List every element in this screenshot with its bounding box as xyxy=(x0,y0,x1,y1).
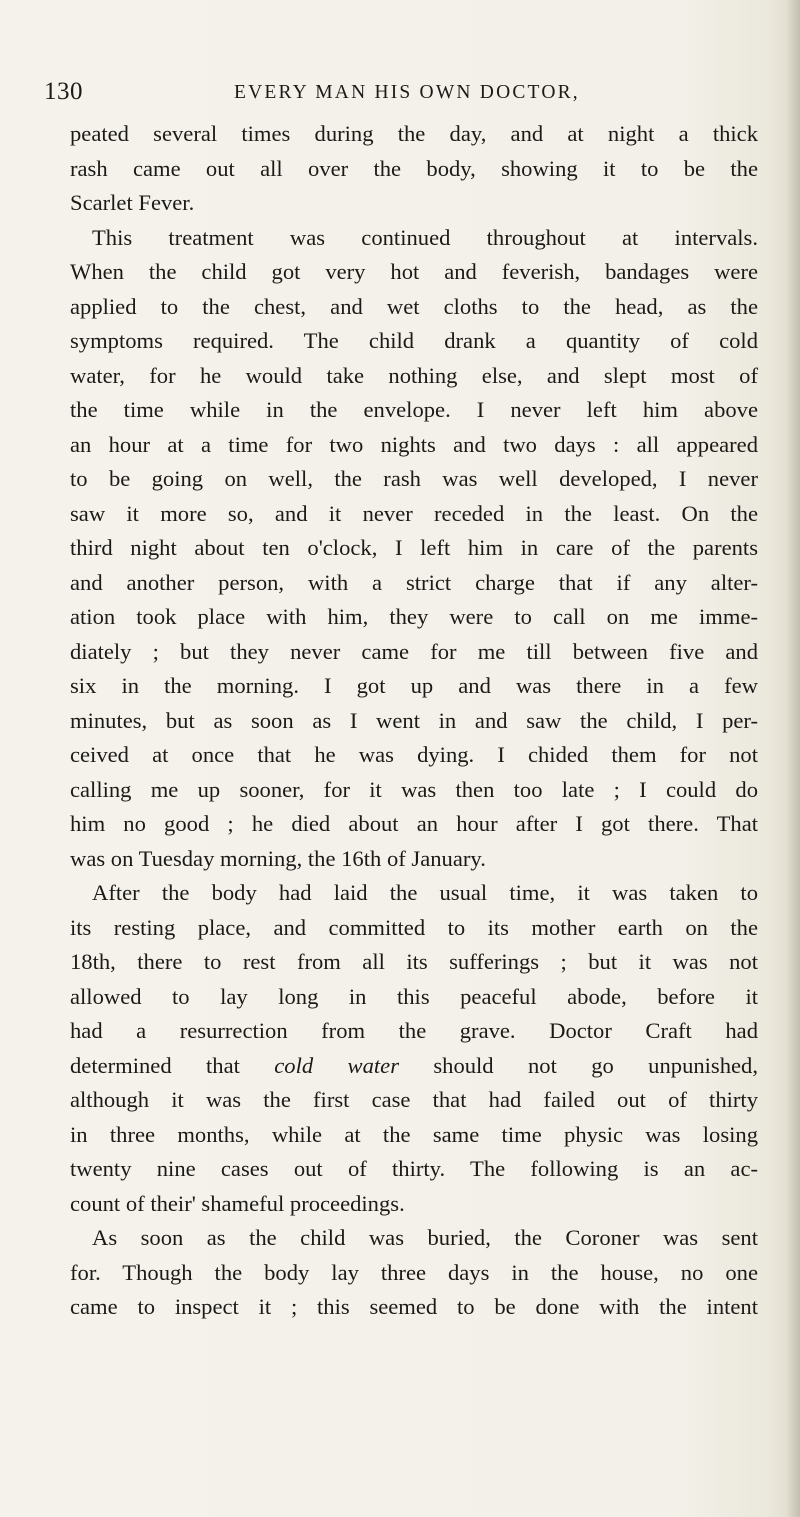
text-line: ceived at once that he was dying. I chided them for not xyxy=(70,742,758,767)
text-line: As soon as the child was buried, the Coroner was sent xyxy=(92,1225,758,1250)
text-segment: determined that xyxy=(70,1052,275,1078)
text-line: and another person, with a strict charge that if any alter- xyxy=(70,569,758,595)
text-line: ation took place with him, they were to call on me imme- xyxy=(70,604,758,629)
text-line: 18th, there to rest from all its sufferings ; but it was not xyxy=(70,949,758,974)
text-line: count of their' shameful proceedings. xyxy=(70,1190,405,1216)
page-header xyxy=(0,78,800,112)
text-line: twenty nine cases out of thirty. The following is an ac- xyxy=(70,1156,758,1181)
text-segment: should not go unpunished, xyxy=(398,1052,758,1078)
text-line: the time while in the envelope. I never left him above xyxy=(70,397,758,422)
text-line: calling me up sooner, for it was then too late ; I could do xyxy=(70,776,758,802)
text-line: After the body had laid the usual time, it was taken to xyxy=(92,880,758,905)
text-line: third night about ten o'clock, I left him in care of the parents xyxy=(70,535,758,560)
text-line xyxy=(70,1049,758,1084)
text-line: although it was the first case that had failed out of thirty xyxy=(70,1087,758,1112)
text-line: was on Tuesday morning, the 16th of January. xyxy=(70,845,486,871)
text-line: Scarlet Fever. xyxy=(70,190,195,215)
page-edge-shadow xyxy=(786,0,800,1517)
text-line: its resting place, and committed to its mother earth on the xyxy=(70,914,758,940)
body-text xyxy=(70,117,758,1325)
text-line: had a resurrection from the grave. Doctor Craft had xyxy=(70,1018,758,1043)
text-line: to be going on well, the rash was well developed, I never xyxy=(70,466,758,491)
text-line: rash came out all over the body, showing it to be the xyxy=(70,155,758,181)
text-line: water, for he would take nothing else, and slept most of xyxy=(70,362,758,388)
text-line: in three months, while at the same time physic was losing xyxy=(70,1121,758,1147)
text-line: six in the morning. I got up and was there in a few xyxy=(70,673,758,698)
text-line: saw it more so, and it never receded in the least. On the xyxy=(70,500,758,526)
running-head: EVERY MAN HIS OWN DOCTOR, xyxy=(234,82,580,103)
text-line: for. Though the body lay three days in the house, no one xyxy=(70,1259,758,1285)
text-line: peated several times during the day, and at night a thick xyxy=(70,121,758,146)
text-line: came to inspect it ; this seemed to be done with the intent xyxy=(70,1294,758,1319)
italic-phrase: cold water xyxy=(274,1052,399,1078)
page-number: 130 xyxy=(44,78,83,105)
text-line: This treatment was continued throughout at intervals. xyxy=(92,224,758,250)
text-line: When the child got very hot and feverish, bandages were xyxy=(70,259,758,284)
text-line: minutes, but as soon as I went in and saw the child, I per- xyxy=(70,707,758,733)
text-line: allowed to lay long in this peaceful abode, before it xyxy=(70,983,758,1009)
text-line: an hour at a time for two nights and two days : all appeared xyxy=(70,431,758,457)
text-line: symptoms required. The child drank a quantity of cold xyxy=(70,328,758,353)
text-line: applied to the chest, and wet cloths to the head, as the xyxy=(70,293,758,319)
text-line: him no good ; he died about an hour after I got there. That xyxy=(70,811,758,836)
text-line: diately ; but they never came for me till between five and xyxy=(70,638,758,664)
